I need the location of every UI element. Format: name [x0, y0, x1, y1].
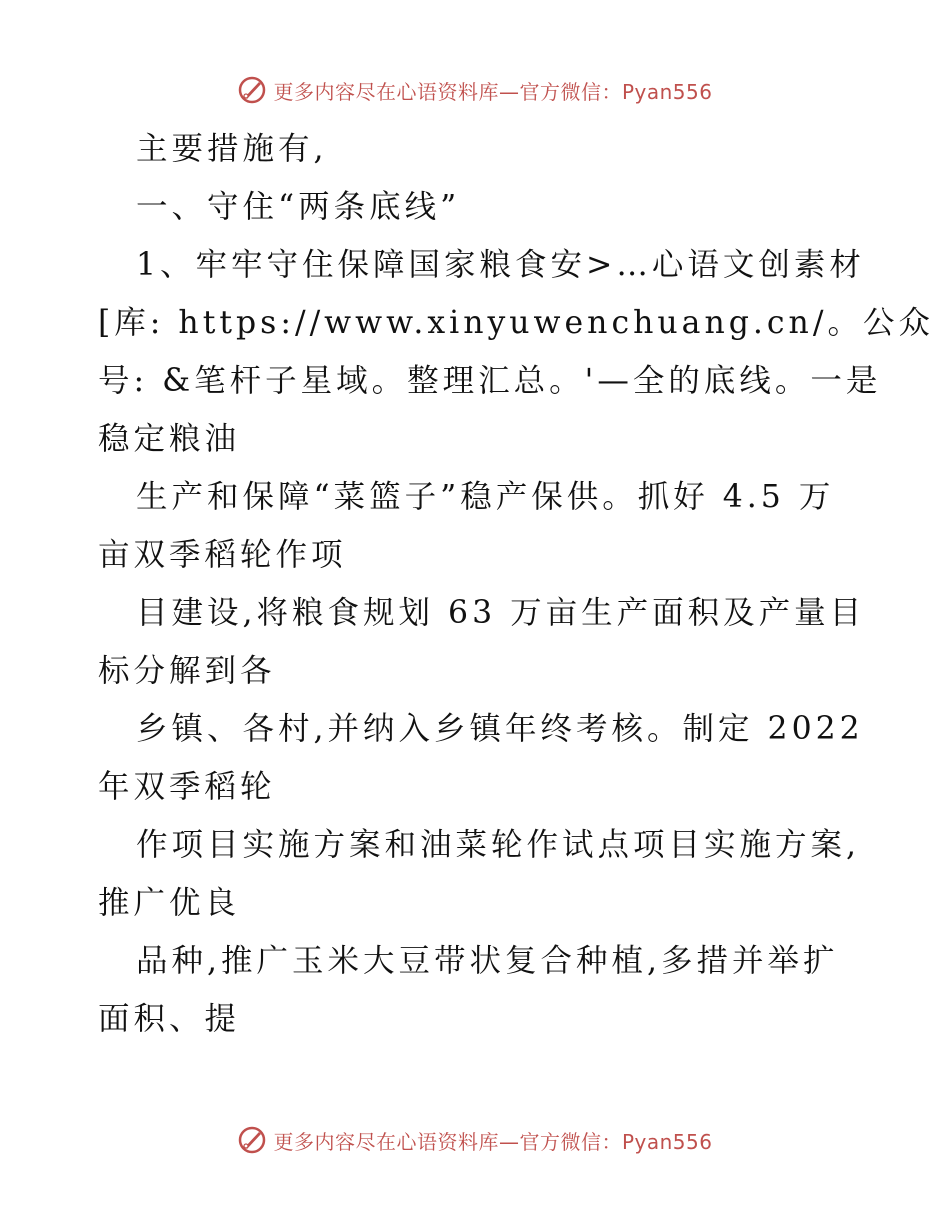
- text-line: 亩双季稻轮作项: [98, 537, 347, 573]
- text-line: 生产和保障“菜篮子”稳产保供。抓好 4.5 万: [136, 479, 835, 515]
- quill-logo-icon: [237, 75, 267, 105]
- text-line: 乡镇、各村,并纳入乡镇年终考核。制定 2022: [136, 711, 864, 747]
- text-line: 品种,推广玉米大豆带状复合种植,多措并举扩: [136, 943, 839, 979]
- text-line: 年双季稻轮: [98, 769, 276, 805]
- header-banner: [0, 70, 950, 110]
- text-line: 标分解到各: [98, 653, 276, 689]
- footer-banner-text: 更多内容尽在心语资料库—官方微信：Pyan556: [273, 1129, 713, 1154]
- quill-logo-icon: [237, 1125, 267, 1155]
- footer-banner: [0, 1120, 950, 1160]
- text-line: 面积、提: [98, 1001, 241, 1037]
- header-banner-text: 更多内容尽在心语资料库—官方微信：Pyan556: [273, 79, 713, 104]
- text-line: 号: &笔杆子星域。整理汇总。'—全的底线。一是: [98, 363, 882, 399]
- text-line: 作项目实施方案和油菜轮作试点项目实施方案,: [136, 827, 861, 863]
- text-line: [库: https://www.xinyuwenchuang.cn/。公众: [98, 305, 934, 341]
- text-line: 一、守住“两条底线”: [136, 189, 461, 225]
- text-line: 主要措施有,: [136, 131, 328, 167]
- text-line: 目建设,将粮食规划 63 万亩生产面积及产量目: [136, 595, 866, 631]
- text-line: 1、牢牢守住保障国家粮食安>…心语文创素材: [136, 247, 865, 283]
- document-body: [98, 120, 934, 1048]
- text-line: 稳定粮油: [98, 421, 241, 457]
- text-line: 推广优良: [98, 885, 241, 921]
